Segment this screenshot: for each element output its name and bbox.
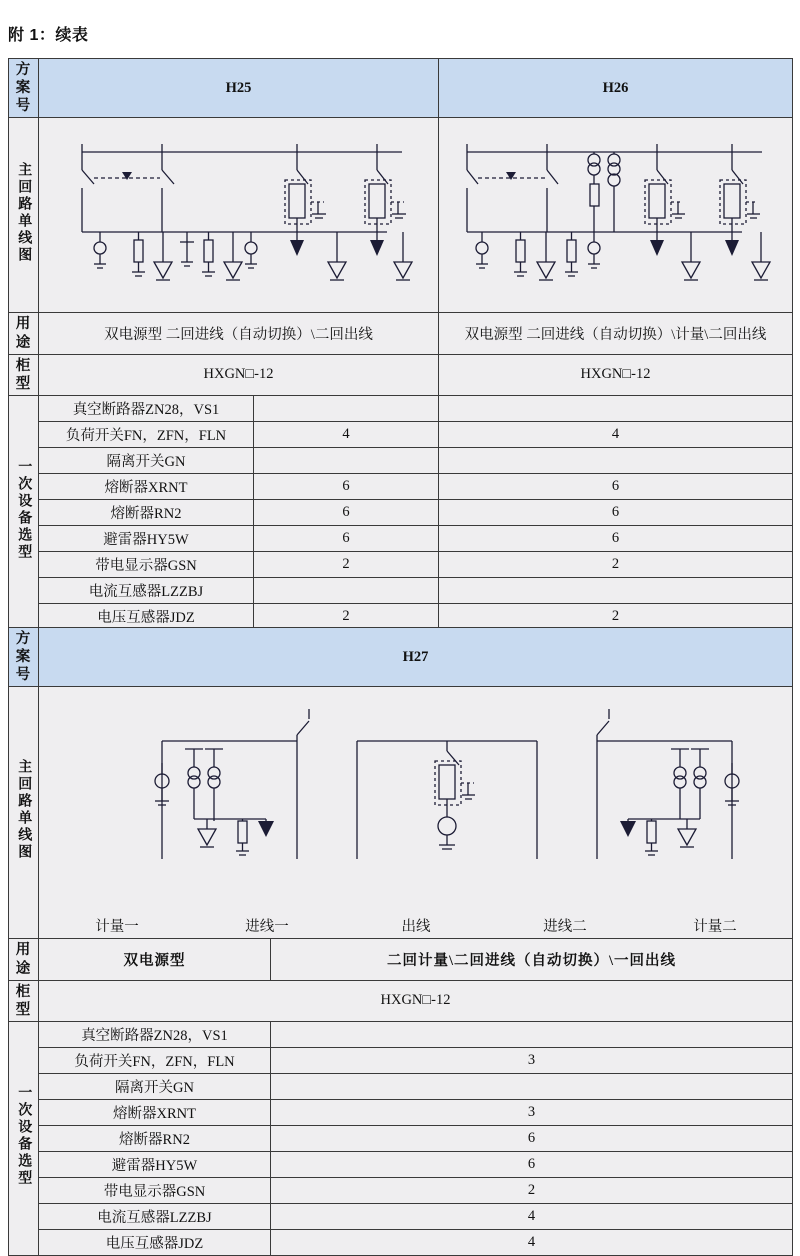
equipment-value-h26: 2 xyxy=(439,603,793,629)
equipment-name: 熔断器RN2 xyxy=(39,499,254,525)
equipment-name: 带电显示器GSN xyxy=(39,1177,271,1203)
equipment-name: 电流互感器LZZBJ xyxy=(39,1203,271,1229)
equipment-value-h27 xyxy=(271,1073,793,1099)
diagram-caption: 进线一 xyxy=(245,919,289,936)
table-row xyxy=(9,603,793,629)
equipment-value-h27: 4 xyxy=(271,1203,793,1229)
table-row xyxy=(9,551,793,577)
equipment-value-h26 xyxy=(439,395,793,421)
scheme-table-h25-h26 xyxy=(8,58,793,630)
row-label-primary-equipment: 一次设备选型 xyxy=(9,395,39,629)
equipment-value-h25: 2 xyxy=(254,603,439,629)
equipment-value-h27: 6 xyxy=(271,1151,793,1177)
equipment-name: 真空断路器ZN28，VS1 xyxy=(39,1021,271,1047)
equipment-value-h26: 6 xyxy=(439,499,793,525)
equipment-value-h25: 6 xyxy=(254,473,439,499)
page-title: 附 1：续表 xyxy=(8,27,89,44)
scheme-table-h27 xyxy=(8,627,793,1256)
equipment-value-h25: 6 xyxy=(254,525,439,551)
equipment-value-h25 xyxy=(254,395,439,421)
row-label-usage: 用途 xyxy=(9,939,39,980)
row-label-cabinet: 柜型 xyxy=(9,354,39,395)
equipment-value-h27: 2 xyxy=(271,1177,793,1203)
diagram-h26 xyxy=(439,118,793,313)
row-label-main-circuit: 主回路单线图 xyxy=(9,687,39,939)
table-row xyxy=(9,1099,793,1125)
equipment-value-h27: 3 xyxy=(271,1099,793,1125)
cabinet-h26: HXGN□-12 xyxy=(439,354,793,395)
table-row xyxy=(9,1177,793,1203)
equipment-value-h27 xyxy=(271,1021,793,1047)
diagram-caption: 计量二 xyxy=(693,919,737,936)
row-label-main-circuit: 主回路单线图 xyxy=(9,118,39,313)
equipment-name: 负荷开关FN，ZFN，FLN xyxy=(39,1047,271,1073)
equipment-name: 电压互感器JDZ xyxy=(39,1229,271,1255)
equipment-name: 熔断器XRNT xyxy=(39,473,254,499)
table-row xyxy=(9,577,793,603)
table-row xyxy=(9,1151,793,1177)
row-label-primary-equipment: 一次设备选型 xyxy=(9,1021,39,1255)
table-row xyxy=(9,1125,793,1151)
equipment-name: 带电显示器GSN xyxy=(39,551,254,577)
table-row xyxy=(9,687,793,939)
table-row xyxy=(9,525,793,551)
equipment-value-h25: 4 xyxy=(254,421,439,447)
column-header-h27: H27 xyxy=(39,628,793,687)
row-label-scheme-no: 方案号 xyxy=(9,59,39,118)
equipment-name: 负荷开关FN，ZFN，FLN xyxy=(39,421,254,447)
cabinet-h25: HXGN□-12 xyxy=(39,354,439,395)
table-row xyxy=(9,1021,793,1047)
equipment-name: 避雷器HY5W xyxy=(39,1151,271,1177)
equipment-value-h26 xyxy=(439,577,793,603)
equipment-name: 电压互感器JDZ xyxy=(39,603,254,629)
table-row xyxy=(9,473,793,499)
table-row xyxy=(9,499,793,525)
equipment-value-h25 xyxy=(254,577,439,603)
table-row xyxy=(9,1203,793,1229)
cabinet-h27: HXGN□-12 xyxy=(39,980,793,1021)
usage-h26: 双电源型 二回进线（自动切换）\计量\二回出线 xyxy=(439,313,793,354)
row-label-cabinet: 柜型 xyxy=(9,980,39,1021)
table-row xyxy=(9,1073,793,1099)
equipment-name: 熔断器XRNT xyxy=(39,1099,271,1125)
table-row xyxy=(9,59,793,118)
table-row xyxy=(9,395,793,421)
equipment-name: 避雷器HY5W xyxy=(39,525,254,551)
usage-prefix-h27: 双电源型 xyxy=(39,939,271,980)
table-row xyxy=(9,628,793,687)
diagram-caption: 出线 xyxy=(401,919,431,936)
table-row xyxy=(9,313,793,354)
usage-h25: 双电源型 二回进线（自动切换）\二回出线 xyxy=(39,313,439,354)
equipment-value-h26: 4 xyxy=(439,421,793,447)
row-label-scheme-no: 方案号 xyxy=(9,628,39,687)
equipment-name: 隔离开关GN xyxy=(39,1073,271,1099)
equipment-name: 隔离开关GN xyxy=(39,447,254,473)
equipment-value-h27: 6 xyxy=(271,1125,793,1151)
table-row xyxy=(9,1229,793,1255)
diagram-h27 xyxy=(39,687,793,939)
equipment-name: 真空断路器ZN28，VS1 xyxy=(39,395,254,421)
equipment-value-h25: 2 xyxy=(254,551,439,577)
usage-h27: 二回计量\二回进线（自动切换）\一回出线 xyxy=(271,939,793,980)
table-row xyxy=(9,447,793,473)
diagram-h25 xyxy=(39,118,439,313)
equipment-value-h27: 3 xyxy=(271,1047,793,1073)
equipment-value-h26 xyxy=(439,447,793,473)
equipment-value-h26: 2 xyxy=(439,551,793,577)
equipment-value-h25: 6 xyxy=(254,499,439,525)
equipment-value-h27: 4 xyxy=(271,1229,793,1255)
equipment-value-h26: 6 xyxy=(439,525,793,551)
column-header-h25: H25 xyxy=(39,59,439,118)
table-row xyxy=(9,980,793,1021)
table-row xyxy=(9,939,793,980)
column-header-h26: H26 xyxy=(439,59,793,118)
diagram-caption: 计量一 xyxy=(95,919,139,936)
diagram-caption: 进线二 xyxy=(543,919,587,936)
equipment-name: 熔断器RN2 xyxy=(39,1125,271,1151)
equipment-value-h25 xyxy=(254,447,439,473)
table-row xyxy=(9,354,793,395)
table-row xyxy=(9,1047,793,1073)
table-row xyxy=(9,421,793,447)
equipment-value-h26: 6 xyxy=(439,473,793,499)
equipment-name: 电流互感器LZZBJ xyxy=(39,577,254,603)
row-label-usage: 用途 xyxy=(9,313,39,354)
table-row xyxy=(9,118,793,313)
